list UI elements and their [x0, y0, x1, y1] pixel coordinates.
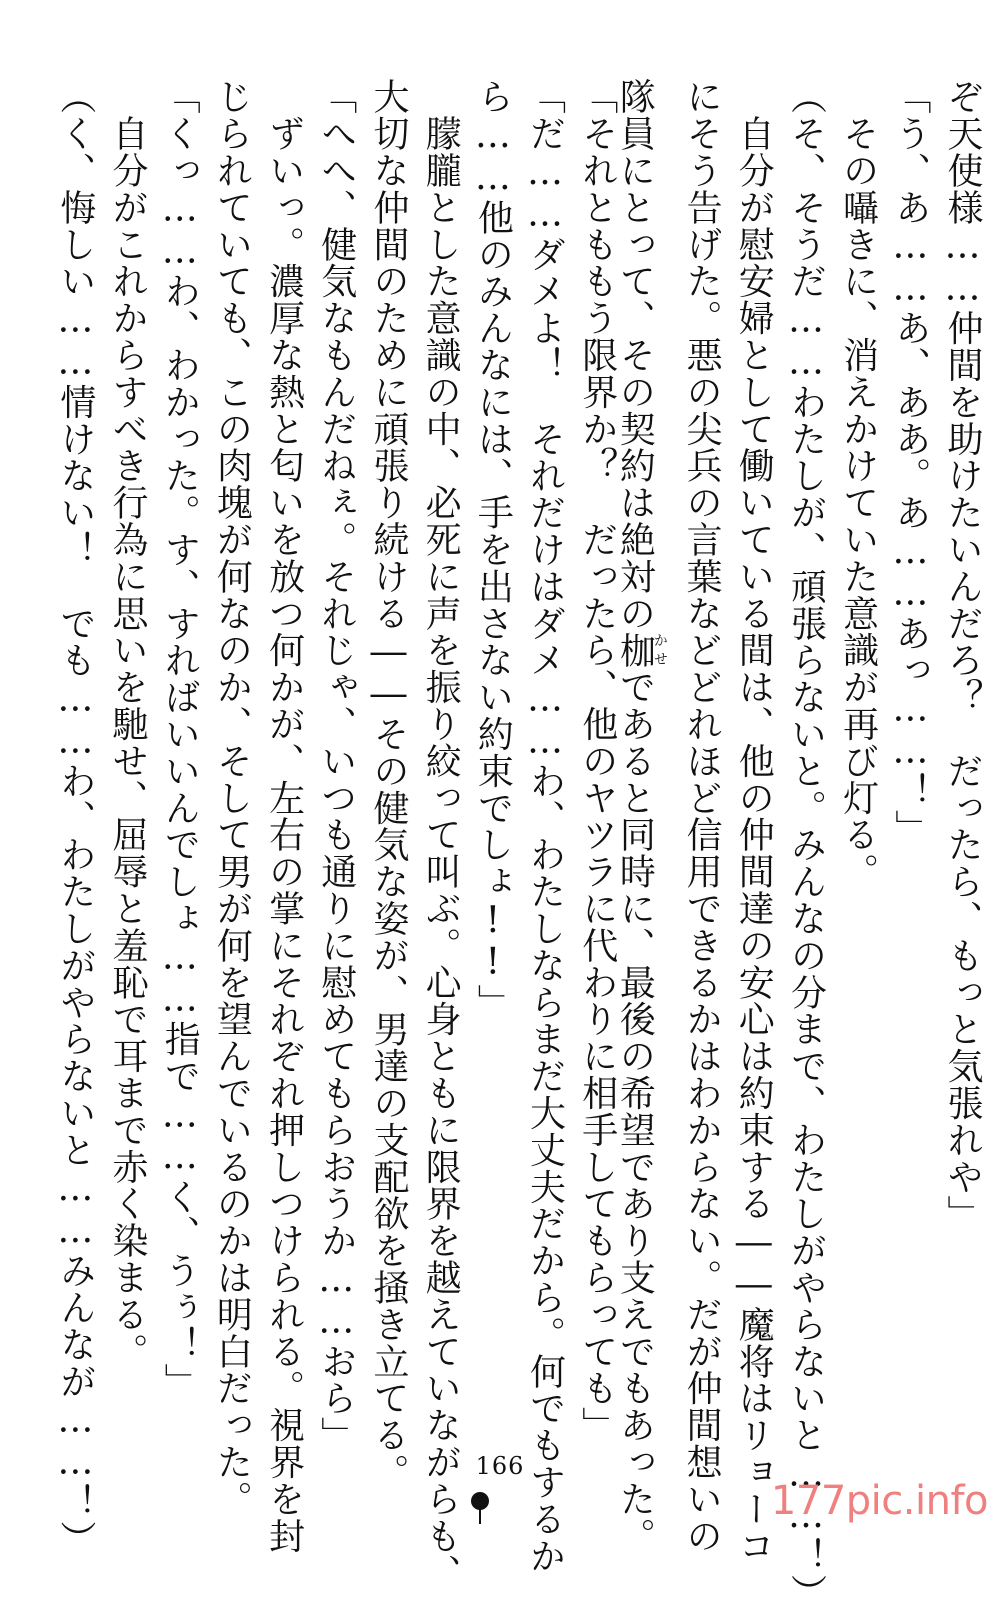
text-column: ぞ天使様……仲間を助けたいんだろ？ だったら、もっと気張れや」	[942, 78, 983, 1232]
page-marker-line	[479, 1508, 481, 1524]
text-column: 「それとももう限界か？ だったら、他のヤツラに代わりに相手してもらっても」	[576, 78, 618, 1444]
text-column: 自分が慰安婦として働いている間は、他の仲間達の安心は約束する――魔将はリョーコ	[733, 78, 775, 1564]
text-column: 大切な仲間のために頑張り続ける――その健気な姿が、男達の支配欲を掻き立てる。	[367, 78, 409, 1491]
text-column: にそう告げた。悪の尖兵の言葉などどれほど信用できるかはわからない。だが仲間想いの	[681, 78, 723, 1554]
ruby-annotation: 枷かせ	[614, 631, 668, 669]
text-column: （く、悔しい……情けない！ でも……わ、わたしがやらないと……みんなが……！）	[54, 78, 96, 1558]
text-column: 自分がこれからすべき行為に思いを馳せ、屈辱と羞恥で耳まで赤く染まる。	[107, 78, 148, 1370]
watermark: 177pic.info	[770, 1478, 988, 1524]
text-column: 「くっ……わ、わかった。す、すればいいんでしょ……指で……く、うぅ！」	[159, 78, 201, 1400]
text-column: ずいっ。濃厚な熱と匂いを放つ何かが、左右の掌にそれぞれ押しつけられる。視界を封	[263, 78, 305, 1554]
text-column: 「へへ、健気なもんだねぇ。それじゃ、いつも通りに慰めてもらおうか……おら」	[315, 78, 357, 1454]
page-number: 166	[475, 1452, 525, 1480]
text-column: 「う、あ……あ、ああ。あ……あっ……！」	[889, 78, 931, 846]
text-column: その囁きに、消えかけていた意識が再び灯る。	[837, 78, 879, 890]
text-column-with-ruby: 隊員にとって、その契約は絶対の枷かせであると同時に、最後の希望であり支えでもあった。	[614, 78, 668, 1555]
text-column: ら……他のみんなには、手を出さない約束でしょ!!」	[472, 78, 514, 1021]
text-column: 朦朧とした意識の中、必死に声を振り絞って叫ぶ。心身ともに限界を越えていながらも、	[420, 78, 462, 1591]
text-column: （そ、そうだ……わたしが、頑張らないと。みんなの分まで、わたしがやらないと……！）	[785, 78, 827, 1611]
text-column: 「だ……ダメよ！ それだけはダメ……わ、わたしならまだ大丈夫だから。何でもするか	[524, 78, 566, 1574]
text-column: じられていても、この肉塊が何なのか、そして男が何を望んでいるのかは明白だった。	[211, 78, 253, 1518]
